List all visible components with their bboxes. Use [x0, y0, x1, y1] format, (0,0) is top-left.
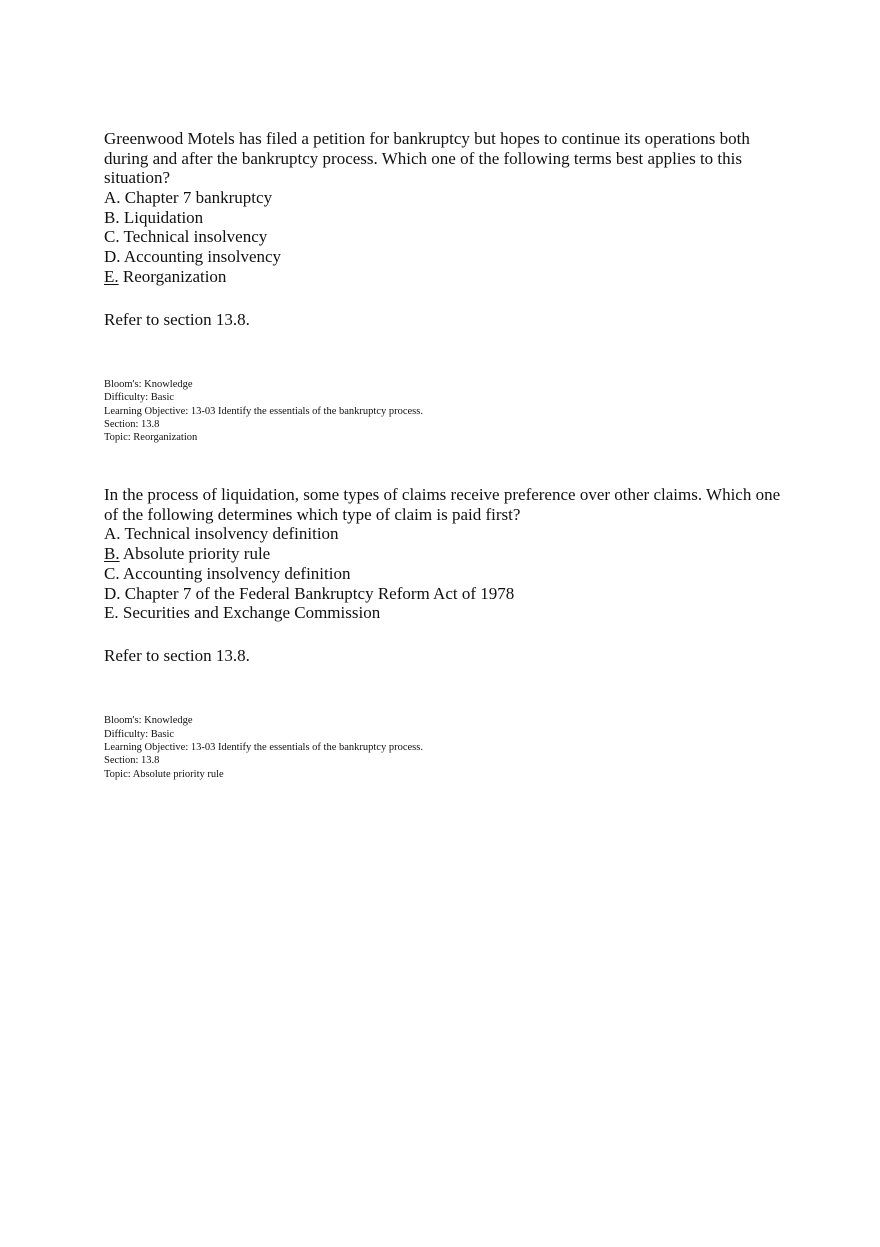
choice-d	[104, 247, 784, 267]
choice-letter: E.	[104, 266, 119, 286]
choice-text: Chapter 7 bankruptcy	[124, 187, 273, 207]
meta-section: Section: 13.8	[104, 755, 160, 767]
meta-difficulty: Difficulty: Basic	[104, 392, 175, 404]
question-text: Greenwood Motels has filed a petition for bankruptcy but hopes to continue its operations both during and after the bankruptcy process. Which one of the following terms best applies to this situation?	[104, 129, 750, 188]
choice-text: Accounting insolvency	[123, 247, 282, 267]
choice-text: Technical insolvency definition	[124, 524, 339, 544]
choice-c	[104, 227, 784, 247]
choice-text: Chapter 7 of the Federal Bankruptcy Reform Act of 1978	[124, 583, 515, 603]
choice-letter: C.	[104, 227, 120, 247]
choice-a	[104, 188, 784, 208]
question-1	[104, 129, 784, 445]
choice-text: Securities and Exchange Commission	[122, 603, 381, 623]
choice-c	[104, 564, 784, 584]
meta-section: Section: 13.8	[104, 418, 160, 430]
choice-e	[104, 603, 784, 623]
choice-letter: E.	[104, 603, 119, 623]
meta-learning-objective: Learning Objective: 13-03 Identify the essentials of the bankruptcy process.	[104, 741, 423, 753]
choice-letter: A.	[104, 524, 121, 544]
question-metadata	[104, 714, 784, 781]
refer-note: Refer to section 13.8.	[104, 309, 250, 329]
choice-a	[104, 524, 784, 544]
meta-difficulty: Difficulty: Basic	[104, 728, 175, 740]
choice-letter: C.	[104, 563, 120, 583]
choice-d	[104, 584, 784, 604]
question-2	[104, 485, 784, 781]
answer-choices	[104, 524, 784, 623]
meta-learning-objective: Learning Objective: 13-03 Identify the essentials of the bankruptcy process.	[104, 405, 423, 417]
meta-blooms: Bloom's: Knowledge	[104, 378, 193, 390]
choice-b	[104, 208, 784, 228]
refer-note: Refer to section 13.8.	[104, 646, 250, 666]
question-text: In the process of liquidation, some types of claims receive preference over other claims. Which one of the following determines which type of claim is paid first?	[104, 485, 781, 524]
choice-text: Liquidation	[123, 207, 204, 227]
choice-letter: B.	[104, 207, 120, 227]
choice-e	[104, 267, 784, 287]
meta-blooms: Bloom's: Knowledge	[104, 715, 193, 727]
meta-topic: Topic: Absolute priority rule	[104, 768, 224, 780]
choice-letter: A.	[104, 187, 121, 207]
choice-text: Accounting insolvency definition	[122, 563, 351, 583]
question-metadata	[104, 378, 784, 445]
choice-text: Absolute priority rule	[122, 543, 271, 563]
answer-choices	[104, 188, 784, 287]
choice-text: Reorganization	[122, 266, 227, 286]
choice-letter: B.	[104, 543, 120, 563]
choice-letter: D.	[104, 247, 121, 267]
choice-b	[104, 544, 784, 564]
meta-topic: Topic: Reorganization	[104, 432, 198, 444]
choice-text: Technical insolvency	[123, 227, 268, 247]
choice-letter: D.	[104, 583, 121, 603]
